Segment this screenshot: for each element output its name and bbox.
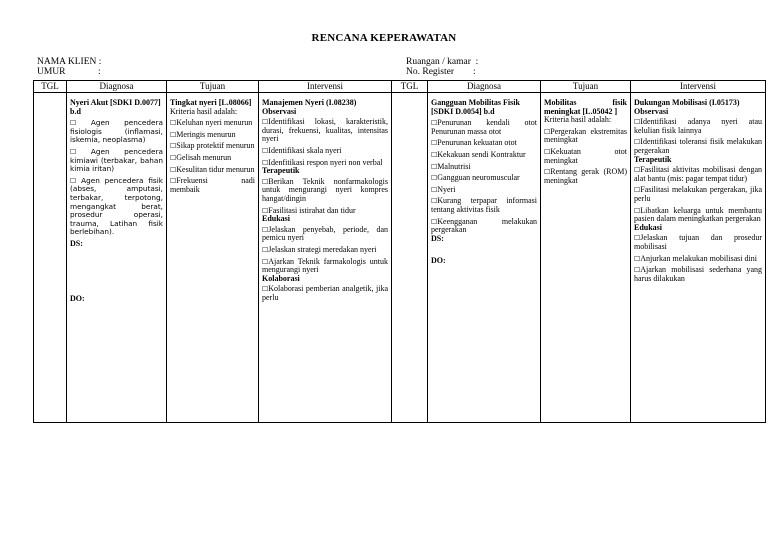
checkbox-icon: ☐ [431, 174, 438, 183]
kriteria-label: Kriteria hasil adalah: [170, 106, 238, 116]
tujuan-item: ☐Kekuatan otot meningkat [544, 146, 627, 165]
tujuan-item: ☐Rentang gerak (ROM) meningkat [544, 167, 627, 185]
header-tujuan-2: Tujuan [541, 81, 631, 93]
intervensi-item: ☐Libatkan keluarga untuk membantu pasien dalam meningkatkan pergerakan [634, 205, 762, 224]
kolaborasi-heading: Kolaborasi [262, 273, 300, 283]
tujuan-item: ☐Frekuensi nadi membaik [170, 176, 255, 194]
tujuan-item: ☐Keluhan nyeri menurun [170, 118, 253, 128]
diagnosa-item: ☐ Agen pencedera fisiologis (inflamasi, iskemia, neoplasma) [70, 118, 163, 145]
intervensi-item: ☐Jelaskan penyebab, periode, dan pemicu nyeri [262, 224, 388, 243]
intervensi-mobilitas-cell [631, 93, 766, 423]
checkbox-icon: ☐ [544, 168, 551, 177]
intervensi-item: ☐Identifikasi lokasi, karakteristik, durasi, frekuensi, kualitas, intensitas nyeri [262, 117, 388, 144]
observasi-heading: Observasi [262, 106, 297, 116]
intervensi-item: ☐Ajarkan Teknik farmakologis untuk mengurangi nyeri [262, 256, 388, 275]
checkbox-icon: ☐ [262, 158, 269, 167]
checkbox-icon: ☐ [431, 185, 438, 194]
intervensi-item: ☐Jelaskan strategi meredakan nyeri [262, 244, 377, 254]
checkbox-icon: ☐ [70, 176, 77, 185]
intervensi-item: ☐Kolaborasi pemberian analgetik, jika perlu [262, 284, 388, 302]
ds-label: DS: [70, 238, 83, 248]
diagnosa-item: ☐ Agen pencedera fisik (abses, amputasi, terbakar, terpotong, mengangkat berat, prosedur operasi, trauma, Latihan fisik berlebihan). [70, 175, 163, 237]
checkbox-icon: ☐ [262, 225, 269, 234]
checkbox-icon: ☐ [544, 127, 551, 136]
intervensi-item: ☐Idenfitikasi respon nyeri non verbal [262, 157, 383, 167]
kriteria-label: Kriteria hasil adalah: [544, 115, 612, 125]
header-tujuan: Tujuan [167, 81, 259, 93]
tujuan-item: ☐Kesulitan tidur menurun [170, 164, 255, 174]
tujuan-item: ☐Meringis menurun [170, 129, 236, 139]
checkbox-icon: ☐ [431, 197, 438, 206]
terapeutik-heading: Terapeutik [262, 166, 300, 176]
tujuan-nyeri-cell [167, 93, 259, 423]
checkbox-icon: ☐ [634, 266, 641, 275]
checkbox-icon: ☐ [262, 285, 269, 294]
checkbox-icon: ☐ [634, 206, 641, 215]
tujuan-title: Mobilitas fisik meningkat [L.05042 ] [544, 98, 627, 116]
checkbox-icon: ☐ [262, 245, 269, 254]
checkbox-icon: ☐ [262, 118, 269, 127]
intervensi-title: Manajemen Nyeri (I.08238) [262, 98, 357, 107]
checkbox-icon: ☐ [431, 162, 438, 171]
tgl-cell-2 [392, 93, 428, 423]
intervensi-item: ☐Anjurkan melakukan mobilisasi dini [634, 253, 757, 263]
intervensi-item: ☐Ajarkan mobilisasi sederhana yang harus dilakukan [634, 265, 762, 283]
diagnosa-item: ☐Kurang terpapar informasi tentang aktivitas fisik [431, 196, 537, 214]
edukasi-heading: Edukasi [262, 214, 291, 224]
checkbox-icon: ☐ [170, 153, 177, 162]
umur-colon: : [98, 67, 101, 77]
do-label: DO: [70, 293, 85, 303]
diagnosa-title: Gangguan Mobilitas Fisik [SDKI D.0054] b.d [431, 98, 520, 116]
checkbox-icon: ☐ [634, 118, 641, 127]
diagnosa-item: ☐Penurunan kekuatan otot [431, 138, 517, 148]
checkbox-icon: ☐ [634, 138, 641, 147]
diagnosa-item: ☐Penurunan kendali otot Penurunan massa otot [431, 118, 537, 136]
diagnosa-item: ☐Nyeri [431, 184, 456, 194]
ruangan-label: Ruangan / kamar : [406, 57, 479, 67]
umur-label: UMUR [37, 67, 66, 77]
table-header-row [34, 81, 766, 93]
intervensi-item: ☐Identifikasi adanya nyeri atau kelulian fisik lainnya [634, 117, 762, 135]
intervensi-item: ☐Jelaskan tujuan dan prosedur mobilisasi [634, 233, 762, 251]
intervensi-item: ☐Identifikasi toleransi fisik melakukan pergerakan [634, 137, 762, 155]
observasi-heading: Observasi [634, 106, 669, 116]
header-diagnosa-2: Diagnosa [428, 81, 541, 93]
tujuan-mobilitas-cell [541, 93, 631, 423]
header-tgl: TGL [34, 81, 67, 93]
intervensi-title: Dukungan Mobilisasi (I.05173) [634, 98, 740, 107]
diagnosa-title: Nyeri Akut [SDKI D.0077] b.d [70, 98, 161, 116]
nama-klien-label: NAMA KLIEN : [37, 57, 102, 67]
checkbox-icon: ☐ [431, 119, 438, 128]
checkbox-icon: ☐ [544, 147, 551, 156]
do-label: DO: [431, 256, 446, 266]
checkbox-icon: ☐ [634, 234, 641, 243]
checkbox-icon: ☐ [170, 130, 177, 139]
checkbox-icon: ☐ [262, 146, 269, 155]
no-register-label: No. Register : [406, 67, 476, 77]
header-diagnosa: Diagnosa [67, 81, 167, 93]
care-plan-table [33, 80, 766, 423]
intervensi-item: ☐Fasilitasi aktivitas mobilisasi dengan alat bantu (mis: pagar tempat tidur) [634, 165, 762, 183]
intervensi-nyeri-cell [259, 93, 392, 423]
checkbox-icon: ☐ [170, 142, 177, 151]
tujuan-item: ☐Pergerakan ekstremitas meningkat [544, 126, 627, 145]
checkbox-icon: ☐ [70, 119, 77, 128]
diagnosa-item: ☐Gangguan neuromuscular [431, 173, 520, 183]
table-row [34, 93, 766, 423]
intervensi-item: ☐Identifikasi skala nyeri [262, 145, 342, 155]
checkbox-icon: ☐ [170, 177, 177, 186]
page-title: RENCANA KEPERAWATAN [311, 32, 457, 44]
checkbox-icon: ☐ [262, 206, 269, 215]
checkbox-icon: ☐ [170, 119, 177, 128]
diagnosa-item: ☐Kekakuan sendi Kontraktur [431, 149, 526, 159]
diagnosa-item: ☐Malnutrisi [431, 161, 471, 171]
header-tgl-2: TGL [392, 81, 428, 93]
checkbox-icon: ☐ [634, 186, 641, 195]
tgl-cell [34, 93, 67, 423]
terapeutik-heading: Terapeutik [634, 154, 672, 164]
header-intervensi: Intervensi [259, 81, 392, 93]
edukasi-heading: Edukasi [634, 222, 663, 232]
intervensi-item: ☐Berikan Teknik nonfarmakologis untuk mengurangi nyeri kompres hangat/dingin [262, 176, 388, 203]
tujuan-item: ☐Sikap protektif menurun [170, 141, 255, 151]
checkbox-icon: ☐ [70, 147, 77, 156]
diagnosa-mobilitas-cell [428, 93, 541, 423]
checkbox-icon: ☐ [431, 150, 438, 159]
ds-label: DS: [431, 233, 444, 243]
checkbox-icon: ☐ [634, 254, 641, 263]
header-intervensi-2: Intervensi [631, 81, 766, 93]
checkbox-icon: ☐ [431, 139, 438, 148]
checkbox-icon: ☐ [634, 166, 641, 175]
intervensi-item: ☐Fasilitasi melakukan pergerakan, jika perlu [634, 185, 762, 203]
diagnosa-nyeri-cell [67, 93, 167, 423]
diagnosa-item: ☐ Agen pencedera kimiawi (terbakar, bahan kimia iritan) [70, 146, 163, 174]
intervensi-item: ☐Fasilitasi istirahat dan tidur [262, 205, 356, 215]
checkbox-icon: ☐ [262, 177, 269, 186]
diagnosa-item: ☐Keengganan melakukan pergerakan [431, 216, 537, 235]
checkbox-icon: ☐ [431, 217, 438, 226]
tujuan-item: ☐Gelisah menurun [170, 152, 232, 162]
tujuan-title: Tingkat nyeri [L.08066] [170, 98, 252, 107]
checkbox-icon: ☐ [170, 165, 177, 174]
checkbox-icon: ☐ [262, 257, 269, 266]
